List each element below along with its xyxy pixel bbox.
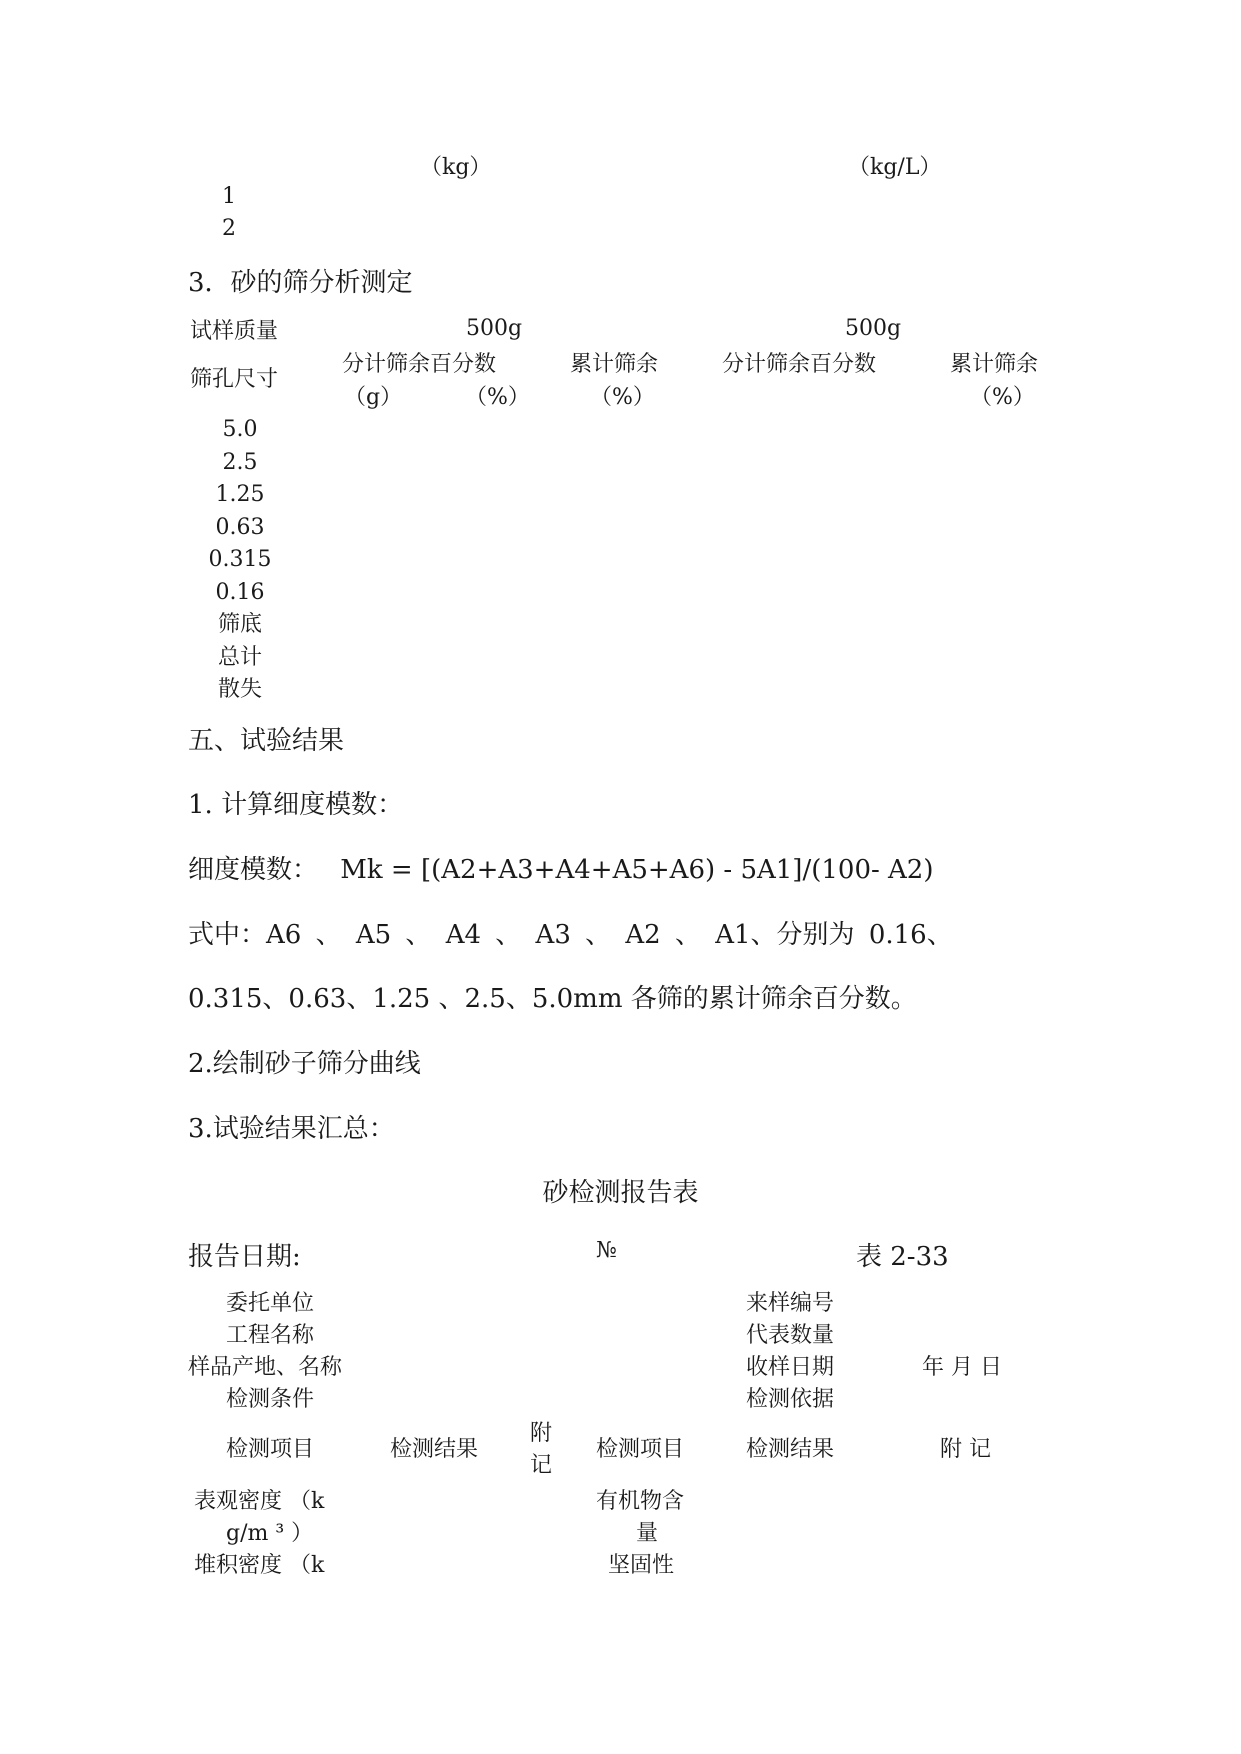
aperture-row: 筛底 bbox=[217, 612, 262, 637]
row-number-1: 1 bbox=[222, 184, 236, 209]
project-label: 工程名称 bbox=[226, 1323, 315, 1348]
col-partial-1: 分计筛余百分数 bbox=[342, 352, 497, 377]
organic-line-1: 有机物含 bbox=[596, 1489, 685, 1514]
report-number-label: № bbox=[596, 1238, 617, 1263]
aperture-row: 1.25 bbox=[215, 482, 265, 507]
aperture-row: 2.5 bbox=[222, 449, 258, 475]
aperture-row: 总计 bbox=[217, 644, 262, 670]
unit-mass: （kg） bbox=[420, 155, 492, 180]
aperture-row: 0.16 bbox=[215, 579, 265, 605]
results-item-3: 3.试验结果汇总： bbox=[188, 1114, 395, 1144]
aperture-row: 散失 bbox=[217, 677, 262, 702]
col-cumulative-2: 累计筛余 bbox=[950, 352, 1039, 377]
aperture-row: 5.0 bbox=[222, 417, 258, 442]
col-cumulative-1: 累计筛余 bbox=[570, 352, 659, 377]
aperture-label: 筛孔尺寸 bbox=[190, 367, 279, 392]
apparent-density-line-2: g/m ³ ） bbox=[226, 1521, 314, 1546]
sieve-section-title: 3．砂的筛分析测定 bbox=[188, 268, 413, 298]
results-item-1: 1. 计算细度模数： bbox=[188, 790, 404, 820]
note-header-2: 附 记 bbox=[940, 1437, 991, 1462]
aperture-row: 0.315 bbox=[208, 547, 272, 572]
col-partial-2: 分计筛余百分数 bbox=[722, 352, 877, 377]
aperture-list bbox=[190, 414, 290, 707]
formula-line bbox=[188, 849, 934, 886]
test-item-header-1: 检测项目 bbox=[226, 1437, 315, 1462]
col-unit-pct-3: （%） bbox=[970, 385, 1035, 410]
note-header-bottom: 记 bbox=[530, 1453, 553, 1478]
note-header-top: 附 bbox=[530, 1421, 553, 1446]
quantity-label: 代表数量 bbox=[746, 1323, 835, 1348]
results-heading: 五、试验结果 bbox=[188, 726, 345, 756]
where-line-2: 0.315、0.63、1.25 、2.5、5.0mm 各筛的累计筛余百分数。 bbox=[188, 984, 917, 1014]
basis-label: 检测依据 bbox=[746, 1387, 835, 1412]
organic-line-2: 量 bbox=[636, 1521, 659, 1546]
col-unit-pct-1: （%） bbox=[465, 385, 530, 410]
test-item-header-2: 检测项目 bbox=[596, 1437, 685, 1462]
row-number-2: 2 bbox=[222, 216, 236, 241]
where-line-1: 式中：A6 、 A5 、 A4 、 A3 、 A2 、 A1、分别为 0.16、 bbox=[188, 920, 953, 950]
aperture-row: 0.63 bbox=[215, 514, 265, 540]
bulk-density-label: 堆积密度 （k bbox=[194, 1553, 325, 1578]
report-title: 砂检测报告表 bbox=[542, 1178, 699, 1208]
test-result-header-1: 检测结果 bbox=[390, 1437, 479, 1462]
soundness-label: 坚固性 bbox=[608, 1553, 675, 1578]
col-unit-g: （g） bbox=[344, 385, 403, 410]
apparent-density-line-1: 表观密度 （k bbox=[194, 1489, 325, 1514]
sample-mass-label: 试样质量 bbox=[190, 319, 279, 344]
sample-no-label: 来样编号 bbox=[746, 1291, 835, 1316]
formula: Mk = [(A2+A3+A4+A5+A6) - 5A1]/(100- A2) bbox=[340, 855, 934, 885]
col-unit-pct-2: （%） bbox=[590, 385, 655, 410]
conditions-label: 检测条件 bbox=[226, 1387, 315, 1412]
receive-date-label: 收样日期 bbox=[746, 1355, 835, 1380]
receive-date-value: 年 月 日 bbox=[922, 1355, 1002, 1380]
sample-mass-2: 500g bbox=[845, 316, 902, 341]
formula-label: 细度模数： bbox=[188, 855, 319, 885]
test-result-header-2: 检测结果 bbox=[746, 1437, 835, 1462]
client-label: 委托单位 bbox=[226, 1291, 315, 1316]
sample-mass-1: 500g bbox=[466, 316, 523, 341]
origin-label: 样品产地、名称 bbox=[188, 1355, 343, 1380]
unit-density: （kg/L） bbox=[848, 155, 942, 180]
report-date-label: 报告日期: bbox=[188, 1242, 301, 1272]
results-item-2: 2.绘制砂子筛分曲线 bbox=[188, 1049, 421, 1079]
report-table-label: 表 2-33 bbox=[856, 1242, 949, 1272]
